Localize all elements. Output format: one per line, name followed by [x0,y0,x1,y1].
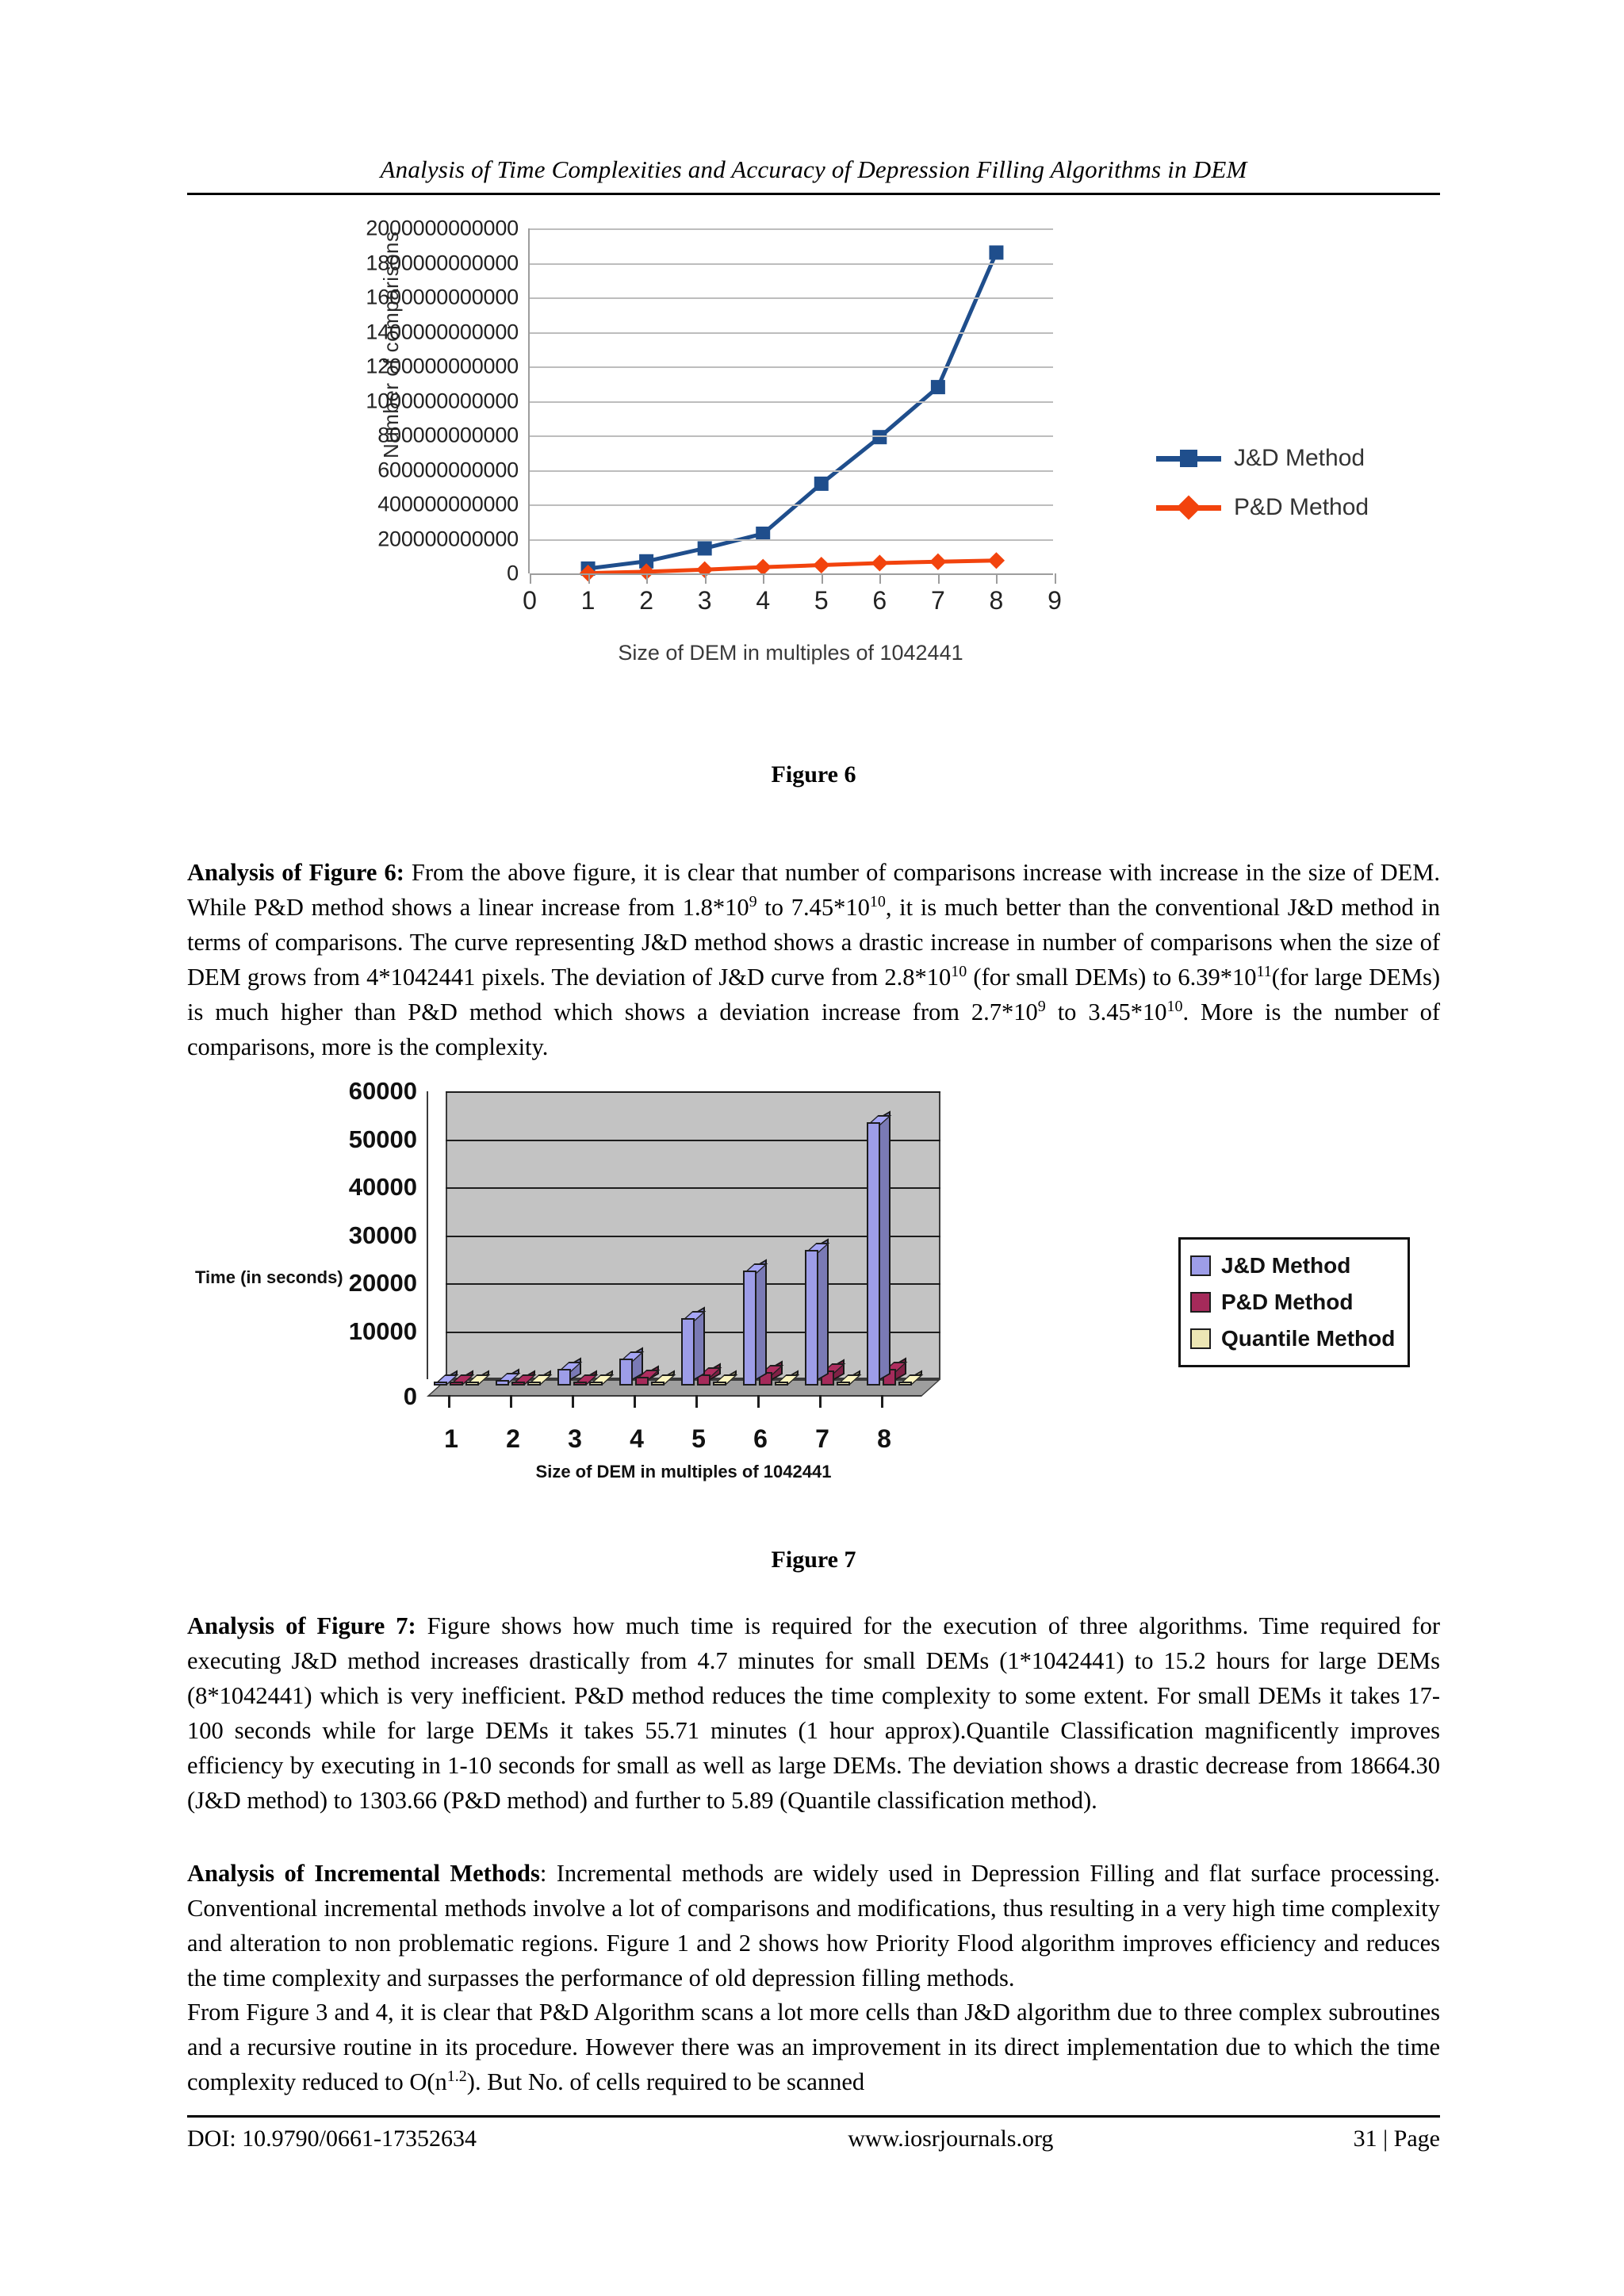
figure7-bar-face [867,1122,880,1386]
figure6-x-tick [879,573,881,584]
figure7-bar-face [898,1382,912,1386]
figure6-data-point [929,554,946,570]
figure7-gridline [446,1091,940,1093]
analysis-figure-7-paragraph [187,1608,1440,1818]
figure7-y-tick-label: 20000 [348,1269,417,1297]
figure6-data-point [988,552,1005,569]
incremental-t3: ). But No. of cells required to be scanned [466,2068,865,2095]
analysis-figure-6-label: Analysis of Figure 6: [187,859,404,886]
figure6-x-tick-label: 0 [523,586,537,615]
analysis-figure-7-label: Analysis of Figure 7: [187,1612,416,1639]
figure7-x-tick-label: 1 [444,1424,458,1453]
footer-rule [187,2115,1440,2118]
figure7-x-tick [448,1395,450,1408]
figure7-bar [573,1382,587,1386]
figure6-x-tick [996,573,998,584]
figure6-data-point [872,430,887,444]
analysis-incremental-label: Analysis of Incremental Methods [187,1860,540,1887]
figure6-gridline [530,504,1053,506]
figure6-y-tick-label: 1800000000000 [366,251,519,274]
figure6-x-tick [763,573,764,584]
figure7-x-tick [757,1395,760,1408]
figure7-x-tick [510,1395,512,1408]
figure7-legend-swatch-icon [1190,1328,1211,1349]
analysis6-t5: (for large DEMs) is much higher than P&D method which shows a deviation increase from 2.7*10 [187,964,1440,1025]
figure6-data-point [814,477,829,491]
figure7-y-tick-label: 40000 [348,1173,417,1201]
analysis6-t7: . More is the number of comparisons, more is the complexity. [187,999,1440,1060]
analysis7-text: Figure shows how much time is required for the execution of three algorithms. Time required for executing J&D method increases drastically from 4.7 minutes for small DEMs (1*1042441) to 15.2 hours for large DEMs (8*1042441) which is very inefficient. P&D method reduces the time complexity to some extent. For small DEMs it takes 17-100 seconds while for large DEMs it takes 55.71 minutes (1 hour approx).Quantile Classification magnificently improves efficiency by executing in 1-10 seconds for small as well as large DEMs. The deviation shows a drastic decrease from 18664.30 (J&D method) to 1303.66 (P&D method) and further to 5.89 (Quantile classification method). [187,1612,1440,1814]
figure7-legend-label: J&D Method [1221,1253,1351,1278]
figure7-x-tick-label: 7 [815,1424,829,1453]
figure6-gridline [530,366,1053,368]
figure7-bar-face [713,1382,726,1386]
analysis6-t2: to 7.45*10 [756,894,870,921]
analysis6-s4: 11 [1256,962,1272,980]
figure6-x-tick-label: 2 [639,586,654,615]
figure7-x-tick-label: 4 [630,1424,644,1453]
figure7-y-tick-label: 10000 [348,1317,417,1345]
figure6-x-tick [646,573,648,584]
figure7-bar [589,1382,603,1386]
figure-6-caption: Figure 6 [771,761,856,788]
incremental-s1: 1.2 [446,2067,467,2085]
header-rule [187,193,1440,195]
figure-6-line-chart [187,213,1440,760]
figure7-value-axis [427,1091,428,1379]
figure7-bar [557,1369,571,1386]
figure6-legend-label: P&D Method [1234,494,1369,520]
figure7-y-tick-label: 50000 [348,1125,417,1153]
figure6-y-tick-label: 1200000000000 [366,354,519,378]
figure6-legend-item [1156,488,1369,527]
figure7-bar-face [681,1318,695,1386]
figure6-data-point [931,380,945,394]
figure7-bar-face [511,1382,525,1386]
figure6-y-axis-title: Number of comparisons [379,231,403,458]
figure-7-bar-chart [187,1077,1440,1545]
figure6-legend-marker-icon [1156,499,1221,516]
figure6-legend [1156,439,1369,537]
figure6-y-tick-label: 400000000000 [377,492,519,516]
figure6-x-tick-label: 4 [756,586,771,615]
figure6-data-point [871,554,888,571]
page-footer [187,2125,1440,2152]
figure6-y-tick-label: 1600000000000 [366,285,519,309]
figure7-bar-face [619,1359,633,1386]
figure7-bar-face [805,1250,818,1386]
figure6-x-tick [705,573,707,584]
analysis6-s6: 10 [1166,997,1183,1015]
figure7-bar [898,1382,912,1386]
figure6-legend-label: J&D Method [1234,445,1365,471]
running-header: Analysis of Time Complexities and Accuracy of Depression Filling Algorithms in DEM [380,155,1247,183]
figure7-x-axis-title: Size of DEM in multiples of 1042441 [535,1462,832,1481]
footer-page-number: 31 | Page [1353,2125,1440,2152]
figure6-gridline [530,332,1053,334]
figure7-legend-label: Quantile Method [1221,1326,1396,1351]
figure6-x-tick-label: 6 [872,586,887,615]
figure6-x-tick [588,573,590,584]
figure6-y-tick-label: 800000000000 [377,423,519,447]
figure7-bar-face [465,1382,479,1386]
figure7-y-axis-title: Time (in seconds) [195,1267,343,1287]
analysis6-t6: to 3.45*10 [1045,999,1167,1025]
figure7-x-tick [819,1395,822,1408]
figure7-bar-side [756,1259,767,1380]
figure7-bar [511,1382,525,1386]
analysis6-t4: (for small DEMs) to 6.39*10 [967,964,1257,991]
figure6-gridline [530,263,1053,265]
figure6-gridline [530,435,1053,437]
analysis6-s3: 10 [951,962,967,980]
figure7-bar [775,1382,788,1386]
figure7-bar [743,1271,756,1386]
figure7-bar-face [434,1382,447,1386]
figure7-y-tick-label: 60000 [348,1077,417,1105]
figure6-y-tick-label: 600000000000 [377,458,519,481]
analysis6-s5: 9 [1037,997,1046,1015]
figure7-bar [837,1382,850,1386]
figure7-bar [450,1382,463,1386]
figure6-y-tick-label: 1400000000000 [366,320,519,343]
figure6-gridline [530,297,1053,299]
figure6-y-axis-ticks [187,213,519,760]
figure7-bar [681,1318,695,1386]
figure6-data-point [698,541,712,555]
figure7-bar-face [837,1382,850,1386]
figure7-bar-side [818,1239,829,1380]
figure6-data-point [813,557,829,573]
incremental-second-paragraph [187,1995,1440,2099]
figure7-x-tick [881,1395,883,1408]
figure7-x-tick [634,1395,636,1408]
figure7-bar [465,1382,479,1386]
figure6-legend-marker-icon [1156,450,1221,467]
figure7-bar [805,1250,818,1386]
figure-7-caption: Figure 7 [771,1547,856,1573]
figure6-x-tick-label: 9 [1048,586,1062,615]
analysis6-t1: From the above figure, it is clear that number of comparisons increase with increase in the size of DEM. While P&D method shows a linear increase from 1.8*10 [187,859,1440,921]
figure6-gridline [530,401,1053,403]
figure7-bar-face [496,1380,509,1386]
figure7-bar-face [573,1382,587,1386]
incremental-t2: From Figure 3 and 4, it is clear that P&D Algorithm scans a lot more cells than J&D algorithm due to three complex subroutines and a recursive routine in its procedure. However there was an improvement in its direct implementation due to which the time complexity reduced to O(n [187,1999,1440,2095]
figure7-bar-side [880,1111,891,1380]
figure7-legend-label: P&D Method [1221,1290,1354,1314]
figure7-bar [867,1122,880,1386]
analysis-figure-6-paragraph [187,855,1440,1064]
figure6-x-tick-label: 3 [697,586,712,615]
figure7-y-axis-ticks [187,1077,417,1545]
figure7-legend-item [1190,1320,1395,1357]
figure7-x-tick-label: 2 [506,1424,520,1453]
figure7-bar-face [450,1382,463,1386]
figure7-bar [527,1382,541,1386]
figure7-x-tick-label: 6 [753,1424,768,1453]
figure7-x-tick [695,1395,698,1408]
figure7-y-tick-label: 0 [403,1382,417,1410]
figure7-bar-face [527,1382,541,1386]
figure6-gridline [530,228,1053,230]
figure7-x-tick-label: 8 [877,1424,891,1453]
figure6-x-tick-label: 5 [814,586,829,615]
figure7-bar-face [743,1271,756,1386]
figure6-plot-area [523,228,1062,615]
figure6-y-tick-label: 2000000000000 [366,216,519,240]
figure6-gridline [530,539,1053,541]
figure6-data-point [989,245,1003,259]
figure7-bar-face [557,1369,571,1386]
analysis6-t3: , it is much better than the conventional J&D method in terms of comparisons. The curve representing J&D method shows a drastic increase in number of comparisons when the size of DEM grows from 4*1042441 pixels. The deviation of J&D curve from 2.8*10 [187,894,1441,991]
figure6-x-axis-title: Size of DEM in multiples of 1042441 [618,641,963,665]
figure7-plot-area [427,1091,940,1397]
figure7-legend [1178,1237,1410,1367]
figure7-x-tick-label: 5 [691,1424,706,1453]
analysis6-s1: 9 [749,892,757,910]
analysis-incremental-paragraph [187,1856,1440,1995]
figure7-legend-item [1190,1284,1395,1320]
figure6-legend-item [1156,439,1369,478]
figure7-bar-face [589,1382,603,1386]
figure6-y-tick-label: 1000000000000 [366,389,519,412]
figure6-x-tick-label: 8 [989,586,1004,615]
figure6-series-line [588,252,997,568]
figure7-bar [434,1382,447,1386]
figure6-x-tick [822,573,823,584]
analysis6-s2: 10 [869,892,886,910]
figure6-y-tick-label: 200000000000 [377,527,519,550]
figure7-bar [713,1382,726,1386]
figure7-legend-swatch-icon [1190,1292,1211,1313]
figure6-gridline [530,573,1053,575]
figure7-bar-face [651,1382,665,1386]
figure6-x-tick [938,573,940,584]
figure7-x-tick-label: 3 [568,1424,582,1453]
figure7-y-tick-label: 30000 [348,1221,417,1249]
figure6-x-tick-label: 1 [580,586,596,615]
figure6-x-tick-label: 7 [930,586,945,615]
figure6-gridline [530,470,1053,472]
figure7-bar-face [775,1382,788,1386]
figure7-x-tick [572,1395,574,1408]
footer-website[interactable]: www.iosrjournals.org [848,2125,1054,2152]
figure7-bar [651,1382,665,1386]
figure7-bar [496,1380,509,1386]
figure6-y-tick-label: 0 [507,561,519,585]
figure7-legend-swatch-icon [1190,1255,1211,1276]
footer-doi: DOI: 10.9790/0661-17352634 [187,2125,477,2152]
figure6-x-tick [530,573,531,584]
incremental-t1: : Incremental methods are widely used in Depression Filling and flat surface processing. Conventional incremental methods involve a lot of comparisons and modifications, thus resulting in a very high time complexity and alteration to non problematic regions. Figure 1 and 2 shows how Priority Flood algorithm improves efficiency and reduces the time complexity and surpasses the performance of old depression filling methods. [187,1860,1440,1991]
figure7-legend-item [1190,1248,1395,1284]
figure7-bar [619,1359,633,1386]
figure6-x-tick [1055,573,1056,584]
